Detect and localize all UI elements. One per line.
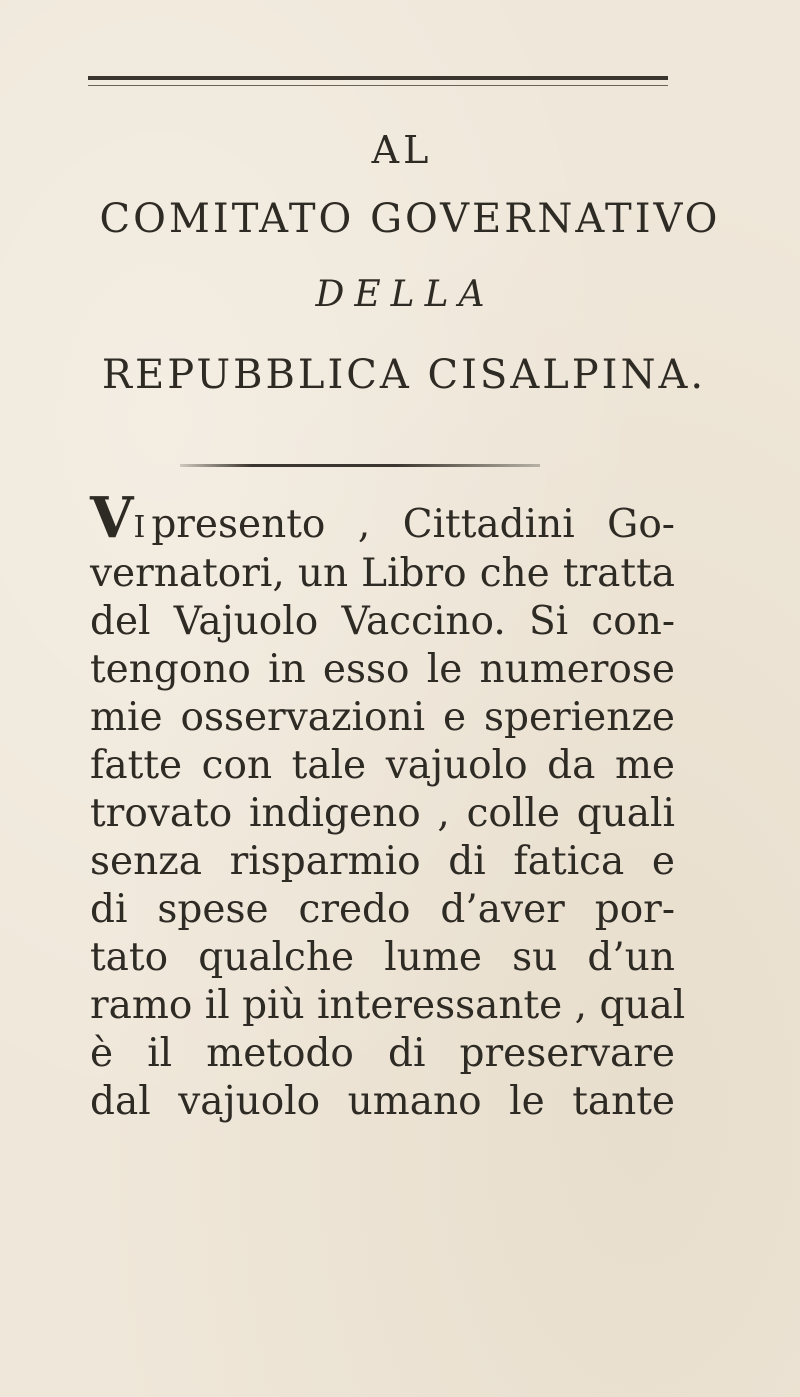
paragraph-line (90, 485, 675, 551)
paragraph-line: fatte con tale vajuolo da me (90, 743, 675, 788)
paragraph-line: di spese credo d’aver por- (90, 887, 675, 932)
small-cap-letter: I (133, 510, 146, 545)
heading-repubblica-cisalpina: REPUBBLICA CISALPINA. (101, 352, 707, 398)
dedication-paragraph (90, 485, 686, 1126)
paragraph-line: ramo il più interessante , qual (90, 983, 686, 1028)
paragraph-line: senza risparmio di fatica e (90, 839, 675, 884)
paragraph-line: trovato indigeno , colle quali (90, 791, 675, 836)
heading-della: DELLA (315, 274, 495, 315)
first-line-text: presento , Cittadini Go- (151, 502, 675, 547)
middle-divider-rule (180, 464, 540, 467)
paragraph-line: è il metodo di preservare (90, 1031, 675, 1076)
paragraph-line: mie osservazioni e sperienze (90, 695, 675, 740)
heading-comitato-governativo: COMITATO GOVERNATIVO (99, 196, 721, 242)
drop-cap: V (90, 485, 134, 551)
paragraph-line: dal vajuolo umano le tante (90, 1079, 675, 1124)
paragraph-line: del Vajuolo Vaccino. Si con- (90, 599, 675, 644)
heading-al: AL (371, 128, 433, 172)
top-thin-rule (88, 85, 668, 86)
paragraph-line: tato qualche lume su d’un (90, 935, 675, 980)
top-ornamental-rule (88, 76, 668, 80)
paragraph-line: vernatori, un Libro che tratta (90, 551, 675, 596)
paragraph-line: tengono in esso le numerose (90, 647, 675, 692)
